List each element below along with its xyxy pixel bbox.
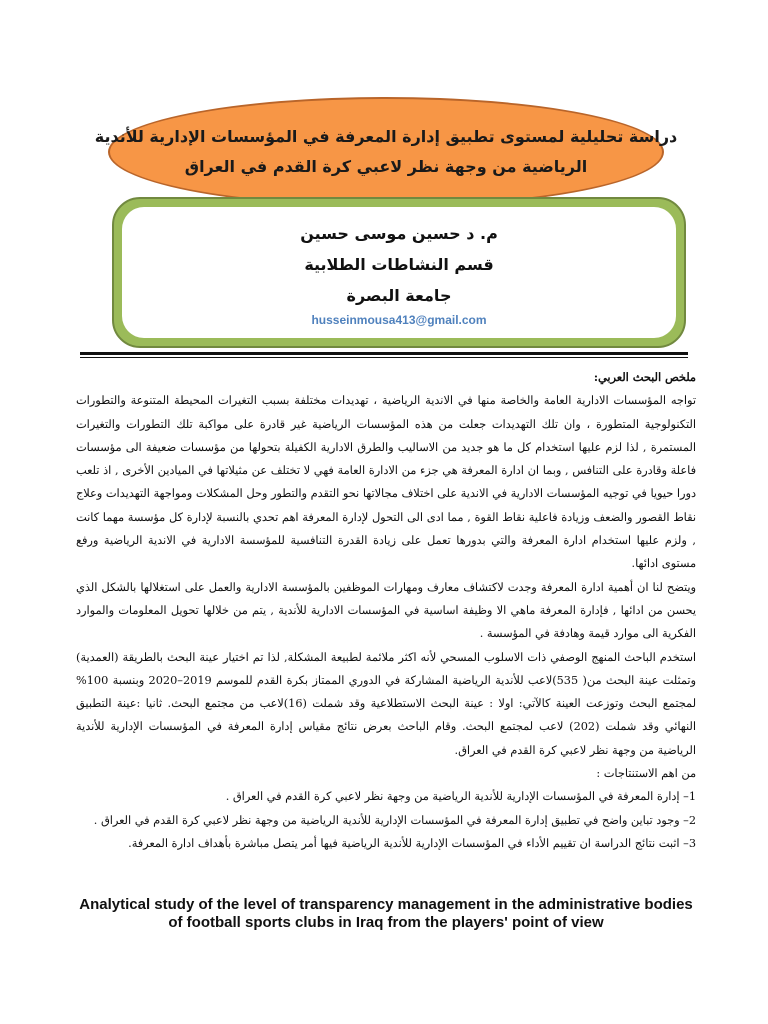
abstract-paragraph-2: ويتضح لنا ان أهمية ادارة المعرفة وجدت لاكتشاف معارف ومهارات الموظفين بالمؤسسة الادارية والعمل على استغلالها بالشكل الذي يحسن من ادائها , فإدارة المعرفة ماهي الا وظيفة اساسية في المؤسسات الادارية للأندية , يتم من خلالها تحويل المعلومات والموارد الفكرية الى موارد قيمة وهادفة في المؤسسة . <box>76 580 696 641</box>
author-box <box>112 197 686 348</box>
author-university: جامعة البصرة <box>346 286 452 305</box>
abstract-section <box>76 366 696 855</box>
author-inner-panel <box>122 207 676 338</box>
conclusions-heading: من اهم الاستنتاجات : <box>596 767 696 781</box>
divider-thick <box>80 352 688 355</box>
divider-thin <box>80 357 688 358</box>
conclusion-item-1: 1– إدارة المعرفة في المؤسسات الإدارية للأندية الرياضية من وجهة نظر لاعبي كرة القدم في العراق . <box>225 790 696 804</box>
title-line-1: دراسة تحليلية لمستوى تطبيق إدارة المعرفة في المؤسسات الإدارية للأندية <box>94 127 678 146</box>
abstract-heading: ملخص البحث العربي: <box>593 370 696 384</box>
abstract-paragraph-1: تواجه المؤسسات الادارية العامة والخاصة منها في الاندية الرياضية ، تهديدات مختلفة بسبب التغيرات المحيطة المتنوعة والتطورات التكنولوجية المتطورة ، وان تلك التهديدات جعلت من هذه المؤسسات الرياضية غير قادرة على مواكبة تلك التطورات والتغيرات المستمرة , لذا لزم عليها استخدام كل ما هو جديد من الاساليب والطرق الادارية الكفيلة بتحولها من مؤسسات ضعيفة الى مؤسسات فاعلة وقادرة على التنافس , وبما ان ادارة المعرفة هي جزء من الادارة العامة فهي لا تختلف عن مثيلاتها في الميادين الأخرى , اذ تلعب دورا حيويا في توجيه المؤسسات الادارية في الاندية على اختلاف مجالاتها نحو التقدم والتطور وحل المشكلات ومواجهة التهديدات وعلاج نقاط القصور والضعف وزيادة فاعلية نقاط القوة , مما ادى الى التحول لإدارة المعرفة اهم تحدي بالنسبة لإدارة كل مؤسسة مهما كانت , ولزم عليها استخدام ادارة المعرفة والتي بدورها تعمل على زيادة القدرة التنافسية للمؤسسة الادارية في الاندية الرياضية ورفع مستوى ادائها. <box>76 394 696 571</box>
abstract-paragraph-3: استخدم الباحث المنهج الوصفي ذات الاسلوب المسحي لأنه اكثر ملائمة لطبيعة المشكلة, لذا تم اختيار عينة البحث بالطريقة (العمدية) وتمثلت عينة البحث من( 535)لاعب للأندية الرياضية المشاركة في الدوري الممتاز بكرة القدم للموسم 2019–2020 وبنسبة 100% لمجتمع البحث وتوزعت العينة كالآتي: اولا : عينة البحث الاستطلاعية وقد شملت (16)لاعب من مجتمع البحث. ثانيا :عينة التطبيق النهائي وقد شملت (202) لاعب لمجتمع البحث. وقام الباحث بعرض نتائج مقياس إدارة المعرفة في المؤسسات الإدارية للأندية الرياضية من وجهة نظر لاعبي كرة القدم في العراق. <box>76 650 697 757</box>
title-line-2: الرياضية من وجهة نظر لاعبي كرة القدم في العراق <box>184 157 588 176</box>
author-department: قسم النشاطات الطلابية <box>304 255 494 274</box>
author-email[interactable]: husseinmousa413@gmail.com <box>311 313 487 327</box>
title-banner <box>94 97 678 207</box>
english-title: Analytical study of the level of transparency management in the administrative bodies of football sports clubs in Iraq from the players' point of view <box>79 896 693 931</box>
conclusion-item-2: 2– وجود تباين واضح في تطبيق إدارة المعرفة في المؤسسات الإدارية للأندية الرياضية من وجهة نظر لاعبي كرة القدم في العراق . <box>93 813 696 827</box>
conclusion-item-3: 3– اثبت نتائج الدراسة ان تقييم الأداء في المؤسسات الإدارية للأندية الرياضية فيها أمر يتصل مباشرة بأهداف ادارة المعرفة. <box>128 836 696 850</box>
author-name: م. د حسين موسى حسين <box>300 224 498 243</box>
